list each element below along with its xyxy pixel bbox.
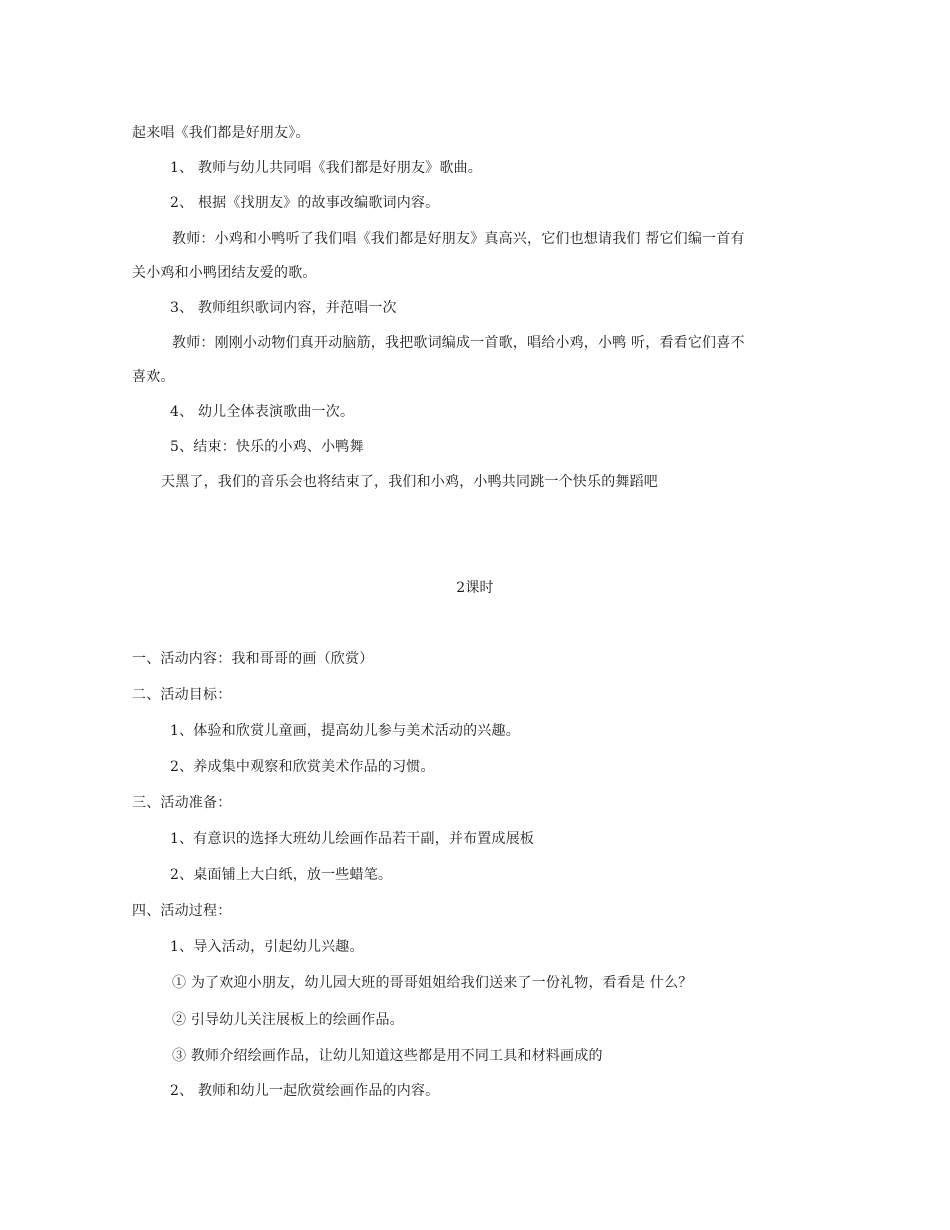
heading-line: 一、活动内容：我和哥哥的画（欣赏） bbox=[132, 651, 374, 667]
heading-line: 四、活动过程： bbox=[132, 903, 232, 919]
list-item: 4、 幼儿全体表演歌曲一次。 bbox=[170, 404, 355, 420]
heading-line: 二、活动目标： bbox=[132, 687, 232, 703]
list-item: 2、桌面铺上大白纸，放一些蜡笔。 bbox=[170, 867, 393, 883]
list-item: 1、体验和欣赏儿童画，提高幼儿参与美术活动的兴趣。 bbox=[170, 723, 520, 739]
list-item: 2、养成集中观察和欣赏美术作品的习惯。 bbox=[170, 759, 435, 775]
text-line: 天黑了，我们的音乐会也将结束了，我们和小鸡，小鸭共同跳一个快乐的舞蹈吧 bbox=[161, 474, 658, 490]
list-item: 1、 教师与幼儿共同唱《我们都是好朋友》歌曲。 bbox=[170, 160, 482, 176]
text-line: 起来唱《我们都是好朋友》。 bbox=[132, 125, 310, 141]
list-item: 1、有意识的选择大班幼儿绘画作品若干副，并布置成展板 bbox=[170, 831, 535, 847]
list-item: 2、 根据《找朋友》的故事改编歌词内容。 bbox=[170, 195, 440, 211]
list-item: 1、导入活动，引起幼儿兴趣。 bbox=[170, 939, 364, 955]
list-item: ③ 教师介绍绘画作品，让幼儿知道这些都是用不同工具和材料画成的 bbox=[172, 1048, 603, 1064]
list-item: 5、结束：快乐的小鸡、小鸭舞 bbox=[170, 439, 364, 455]
list-item: 2、 教师和幼儿一起欣赏绘画作品的内容。 bbox=[170, 1083, 440, 1099]
section-title: 2课时 bbox=[456, 580, 494, 596]
list-item: ① 为了欢迎小朋友，幼儿园大班的哥哥姐姐给我们送来了一份礼物，看看是 什么？ bbox=[172, 975, 693, 991]
list-item: 3、 教师组织歌词内容，并范唱一次 bbox=[170, 300, 397, 316]
text-line: 教师：小鸡和小鸭听了我们唱《我们都是好朋友》真高兴，它们也想请我们 帮它们编一首有 bbox=[172, 231, 745, 247]
list-item: ② 引导幼儿关注展板上的绘画作品。 bbox=[172, 1012, 404, 1028]
text-line: 教师：刚刚小动物们真开动脑筋，我把歌词编成一首歌，唱给小鸡，小鸭 听，看看它们喜不 bbox=[172, 335, 745, 351]
heading-line: 三、活动准备： bbox=[132, 795, 232, 811]
text-line: 关小鸡和小鸭团结友爱的歌。 bbox=[132, 265, 317, 281]
text-line: 喜欢。 bbox=[132, 369, 175, 385]
